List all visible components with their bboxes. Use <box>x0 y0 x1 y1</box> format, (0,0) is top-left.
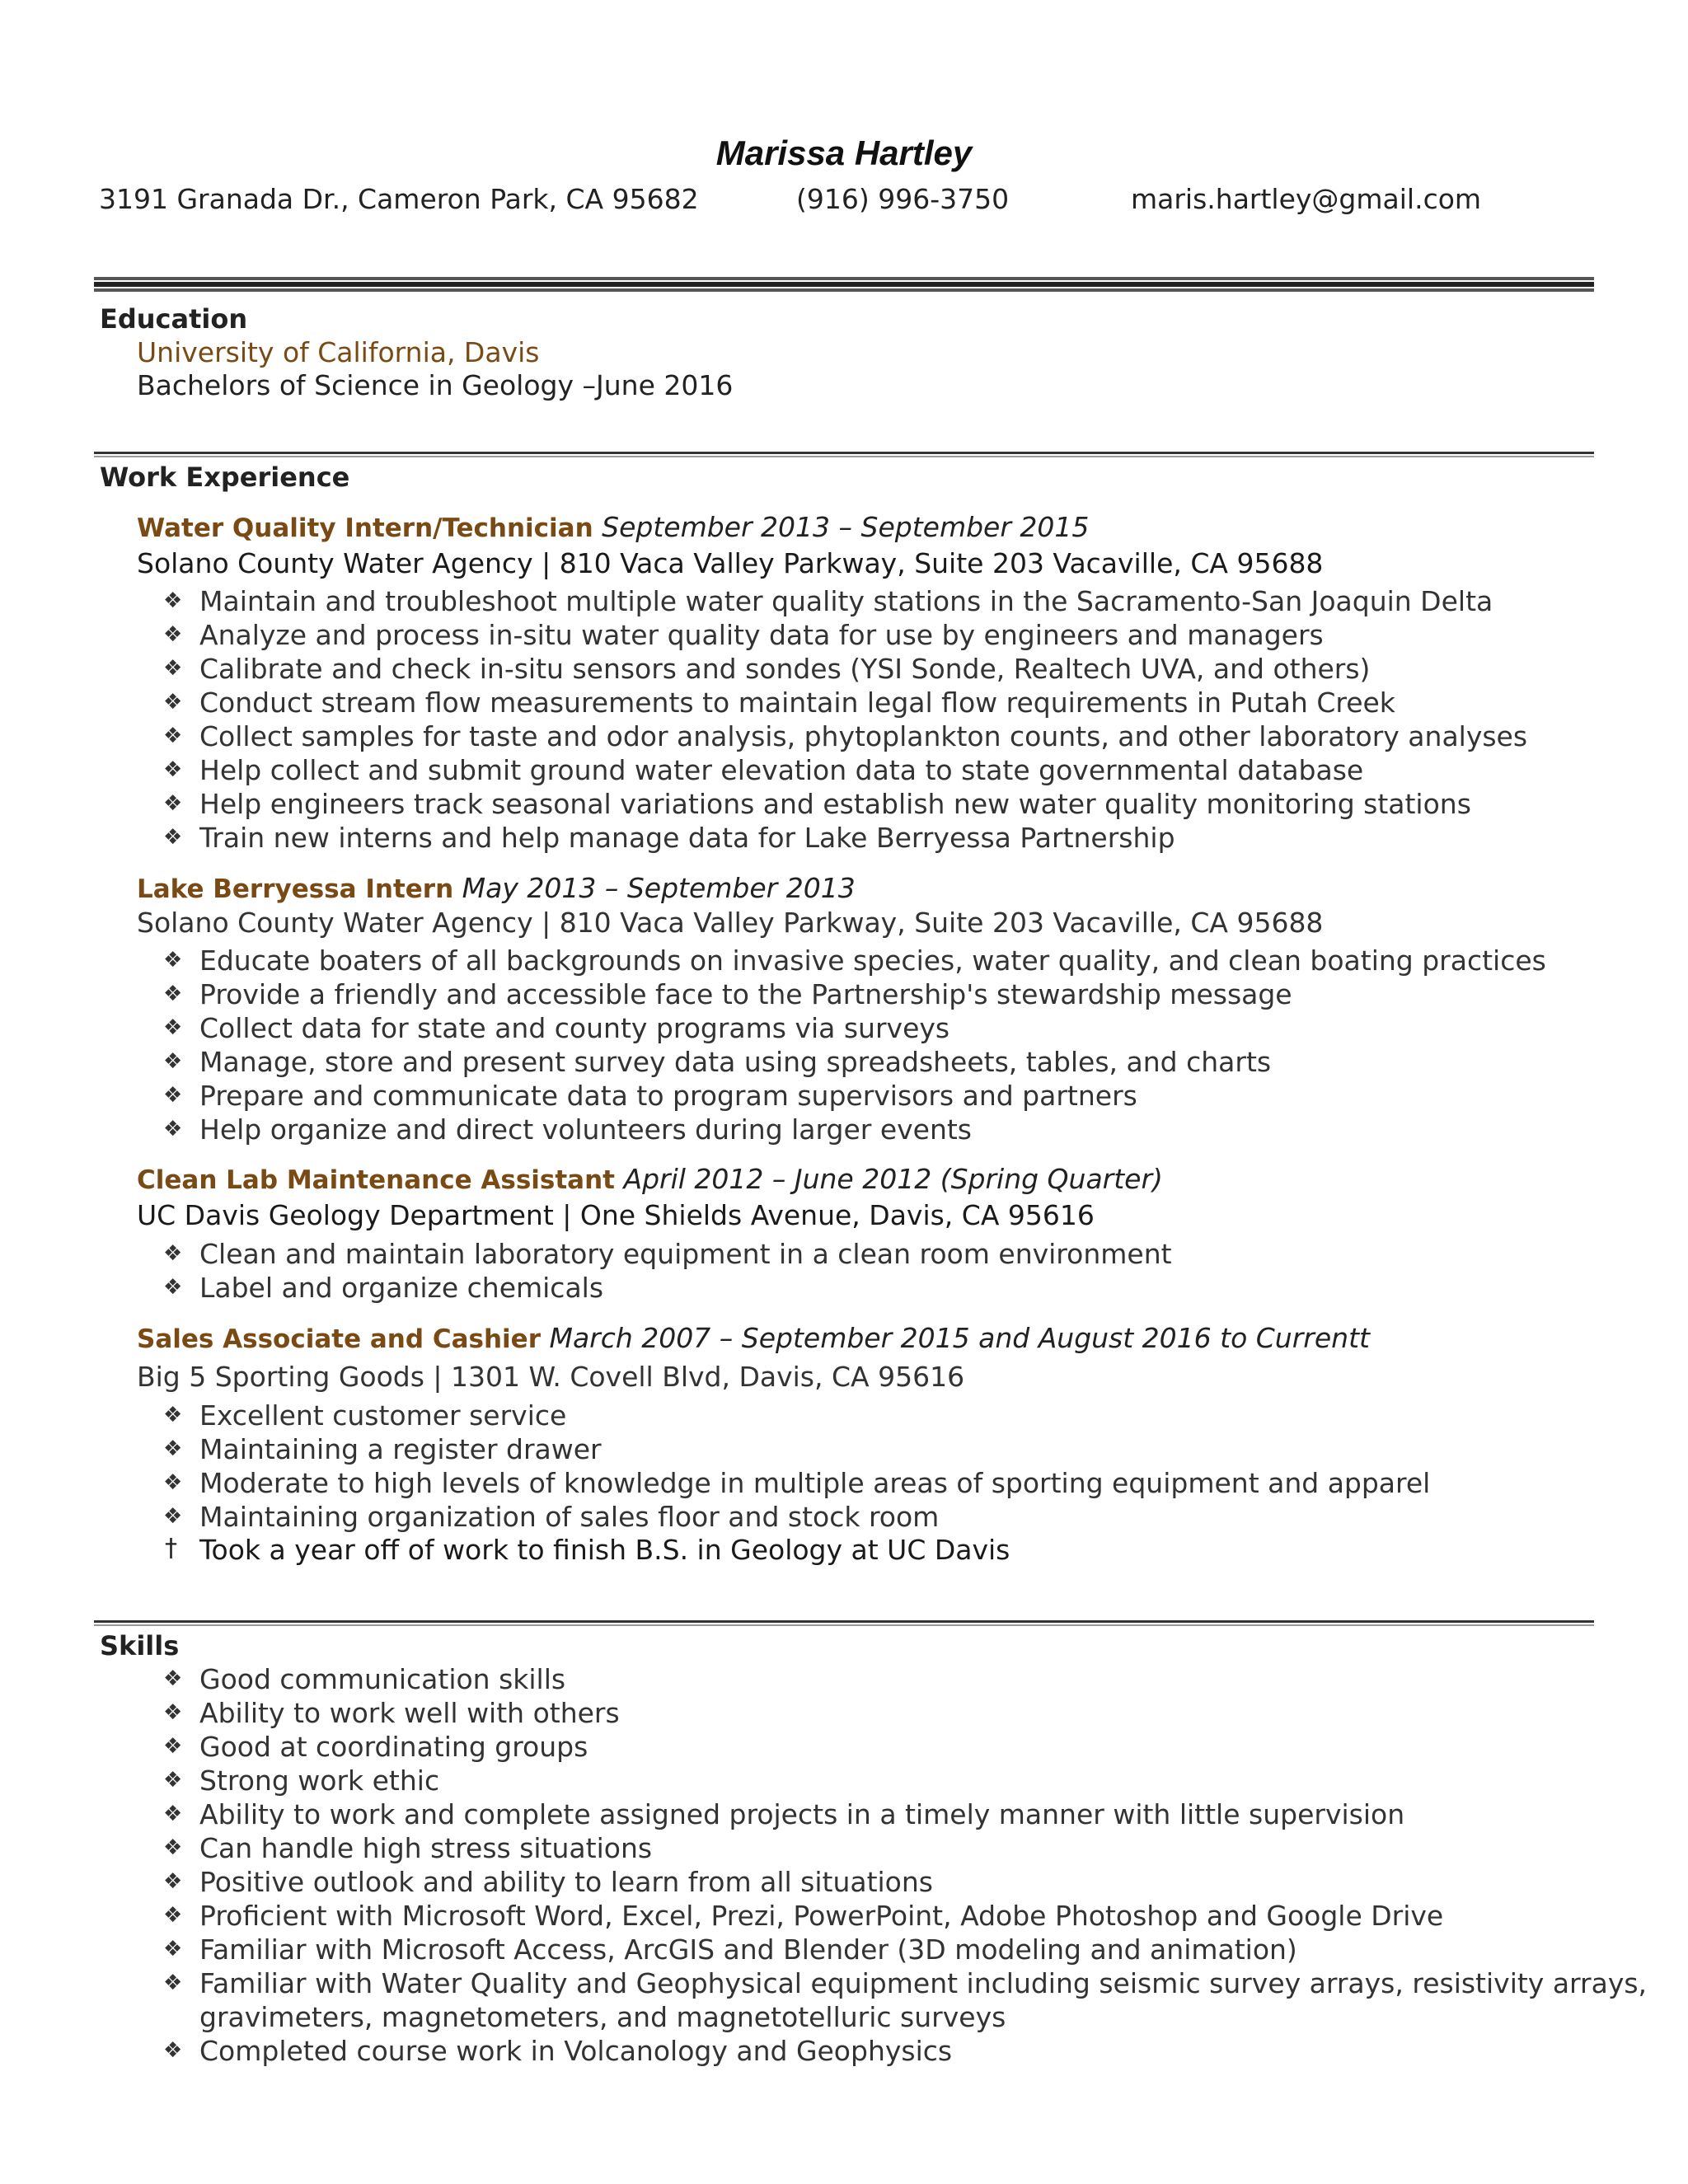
list-item <box>163 787 1527 821</box>
list-item-text: Can handle high stress situations <box>199 1832 653 1864</box>
job-bullets <box>163 1237 1172 1305</box>
skills-heading: Skills <box>100 1630 180 1661</box>
bullet-icon: ❖ <box>163 1903 183 1928</box>
list-item <box>163 1696 1647 1730</box>
education-degree: Bachelors of Science in Geology –June 2016 <box>137 369 734 401</box>
list-item <box>163 753 1527 787</box>
list-item <box>163 1237 1172 1271</box>
list-item <box>163 1831 1647 1865</box>
bullet-icon: ❖ <box>163 1241 183 1266</box>
list-item-text: Conduct stream flow measurements to maintain legal flow requirements in Putah Creek <box>199 687 1395 719</box>
list-item <box>163 2000 1647 2034</box>
bullet-icon: ❖ <box>163 1470 183 1495</box>
list-item-text: gravimeters, magnetometers, and magnetotelluric surveys <box>199 2001 1006 2033</box>
job-dates: May 2013 – September 2013 <box>453 872 856 904</box>
bullet-icon: ❖ <box>163 1734 183 1759</box>
job-organization: Solano County Water Agency | 810 Vaca Valley Parkway, Suite 203 Vacaville, CA 95688 <box>137 907 1324 939</box>
bullet-icon: ❖ <box>163 1835 183 1860</box>
bullet-icon: ❖ <box>163 1971 183 1995</box>
list-item-text: Familiar with Water Quality and Geophysical equipment including seismic survey arrays, resistivity arrays, <box>199 1967 1648 1999</box>
job-organization: UC Davis Geology Department | One Shields Avenue, Davis, CA 95616 <box>137 1199 1095 1231</box>
job-header <box>137 1163 1163 1195</box>
list-item <box>163 1865 1647 1899</box>
list-item <box>163 1271 1172 1305</box>
job-dates: September 2013 – September 2015 <box>593 511 1090 543</box>
list-item-text: Educate boaters of all backgrounds on invasive species, water quality, and clean boating practices <box>199 944 1546 977</box>
bullet-icon: ❖ <box>163 1015 183 1040</box>
job-bullets <box>163 944 1546 1146</box>
footnote-marker: † <box>165 1534 177 1563</box>
list-item <box>163 1011 1546 1045</box>
job-bullets <box>163 1399 1430 1534</box>
list-item-text: Help collect and submit ground water elevation data to state governmental database <box>199 754 1364 786</box>
list-item-text: Clean and maintain laboratory equipment in a clean room environment <box>199 1238 1172 1270</box>
list-item <box>163 1797 1647 1831</box>
bullet-icon: ❖ <box>163 1083 183 1108</box>
list-item <box>163 944 1546 977</box>
list-item-text: Positive outlook and ability to learn from all situations <box>199 1866 933 1898</box>
job-title: Water Quality Intern/Technician <box>137 513 593 543</box>
bullet-icon: ❖ <box>163 1666 183 1691</box>
section-divider <box>94 452 1594 457</box>
list-item-text: Collect data for state and county programs via surveys <box>199 1012 950 1044</box>
job-footnote: Took a year off of work to finish B.S. in Geology at UC Davis <box>199 1534 1010 1566</box>
job-header <box>137 1322 1370 1354</box>
list-item-text: Prepare and communicate data to program supervisors and partners <box>199 1080 1137 1112</box>
job-header <box>137 511 1089 543</box>
list-item-text: Collect samples for taste and odor analysis, phytoplankton counts, and other laboratory analyses <box>199 720 1528 752</box>
list-item-text: Help organize and direct volunteers during larger events <box>199 1113 973 1146</box>
bullet-icon: ❖ <box>163 1049 183 1074</box>
job-title: Clean Lab Maintenance Assistant <box>137 1165 615 1195</box>
job-organization: Big 5 Sporting Goods | 1301 W. Covell Blvd, Davis, CA 95616 <box>137 1361 965 1393</box>
list-item-text: Provide a friendly and accessible face to the Partnership's stewardship message <box>199 978 1292 1010</box>
bullet-icon: ❖ <box>163 948 183 972</box>
list-item-text: Help engineers track seasonal variations and establish new water quality monitoring stations <box>199 788 1471 820</box>
list-item <box>163 1079 1546 1113</box>
bullet-icon: ❖ <box>163 2038 183 2063</box>
bullet-icon: ❖ <box>163 1700 183 1725</box>
list-item <box>163 686 1527 719</box>
list-item <box>163 618 1527 652</box>
list-item <box>163 1899 1647 1933</box>
bullet-icon: ❖ <box>163 724 183 748</box>
bullet-icon: ❖ <box>163 690 183 715</box>
list-item-text: Calibrate and check in-situ sensors and sondes (YSI Sonde, Realtech UVA, and others) <box>199 653 1371 685</box>
bullet-icon: ❖ <box>163 825 183 850</box>
list-item-text: Good at coordinating groups <box>199 1731 588 1763</box>
bullet-icon: ❖ <box>163 982 183 1006</box>
job-header <box>137 872 856 904</box>
bullet-icon: ❖ <box>163 1436 183 1461</box>
list-item-text: Ability to work well with others <box>199 1697 620 1729</box>
list-item-text: Completed course work in Volcanology and Geophysics <box>199 2035 953 2067</box>
job-bullets <box>163 584 1527 855</box>
bullet-icon: ❖ <box>163 1937 183 1961</box>
list-item-text: Analyze and process in-situ water quality data for use by engineers and managers <box>199 619 1324 651</box>
contact-phone: (916) 996-3750 <box>796 183 1010 215</box>
list-item-text: Moderate to high levels of knowledge in multiple areas of sporting equipment and apparel <box>199 1467 1431 1499</box>
list-item <box>163 652 1527 686</box>
list-item-text: Train new interns and help manage data for Lake Berryessa Partnership <box>199 822 1175 854</box>
candidate-name: Marissa Hartley <box>715 134 973 172</box>
list-item <box>163 1113 1546 1146</box>
list-item <box>163 1045 1546 1079</box>
list-item-text: Proficient with Microsoft Word, Excel, Prezi, PowerPoint, Adobe Photoshop and Google Drive <box>199 1900 1444 1932</box>
job-organization: Solano County Water Agency | 810 Vaca Valley Parkway, Suite 203 Vacaville, CA 95688 <box>137 547 1324 579</box>
education-school: University of California, Davis <box>137 336 540 368</box>
list-item-text: Excellent customer service <box>199 1399 567 1432</box>
job-title: Lake Berryessa Intern <box>137 874 454 904</box>
bullet-icon: ❖ <box>163 588 183 613</box>
list-item <box>163 719 1527 753</box>
list-item <box>163 2034 1647 2068</box>
work-heading: Work Experience <box>100 462 350 493</box>
bullet-icon: ❖ <box>163 1403 183 1427</box>
bullet-icon: ❖ <box>163 656 183 681</box>
list-item <box>163 1764 1647 1797</box>
bullet-icon: ❖ <box>163 1802 183 1826</box>
section-divider <box>94 1620 1594 1626</box>
list-item <box>163 584 1527 618</box>
list-item <box>163 1466 1430 1500</box>
list-item-text: Maintain and troubleshoot multiple water quality stations in the Sacramento-San Joaquin Delta <box>199 585 1493 617</box>
list-item <box>163 1432 1430 1466</box>
list-item-text: Strong work ethic <box>199 1765 440 1797</box>
list-item-text: Manage, store and present survey data using spreadsheets, tables, and charts <box>199 1046 1272 1078</box>
bullet-icon: ❖ <box>163 622 183 647</box>
bullet-icon: ❖ <box>163 1117 183 1141</box>
list-item-text: Ability to work and complete assigned projects in a timely manner with little supervision <box>199 1798 1405 1830</box>
list-item <box>163 1500 1430 1534</box>
bullet-icon: ❖ <box>163 1504 183 1529</box>
list-item-text: Good communication skills <box>199 1663 566 1695</box>
job-dates: April 2012 – June 2012 (Spring Quarter) <box>615 1163 1163 1195</box>
bullet-icon: ❖ <box>163 1869 183 1894</box>
bullet-icon: ❖ <box>163 1275 183 1300</box>
list-item <box>163 1933 1647 1966</box>
list-item-text: Maintaining a register drawer <box>199 1433 602 1465</box>
job-dates: March 2007 – September 2015 and August 2016 to Currentt <box>541 1322 1370 1354</box>
header-divider <box>94 277 1594 293</box>
education-heading: Education <box>100 303 248 335</box>
contact-address: 3191 Granada Dr., Cameron Park, CA 95682 <box>99 183 699 215</box>
bullet-icon: ❖ <box>163 791 183 816</box>
list-item <box>163 1730 1647 1764</box>
job-title: Sales Associate and Cashier <box>137 1324 541 1354</box>
list-item <box>163 1662 1647 1696</box>
list-item-text: Familiar with Microsoft Access, ArcGIS and Blender (3D modeling and animation) <box>199 1933 1297 1966</box>
contact-email: maris.hartley@gmail.com <box>1131 183 1482 215</box>
skills-list <box>163 1662 1647 2068</box>
list-item <box>163 1966 1647 2000</box>
list-item-text: Label and organize chemicals <box>199 1272 604 1304</box>
list-item <box>163 1399 1430 1432</box>
bullet-icon: ❖ <box>163 757 183 782</box>
bullet-icon: ❖ <box>163 1768 183 1793</box>
list-item <box>163 977 1546 1011</box>
list-item-text: Maintaining organization of sales floor and stock room <box>199 1501 940 1533</box>
list-item <box>163 821 1527 855</box>
